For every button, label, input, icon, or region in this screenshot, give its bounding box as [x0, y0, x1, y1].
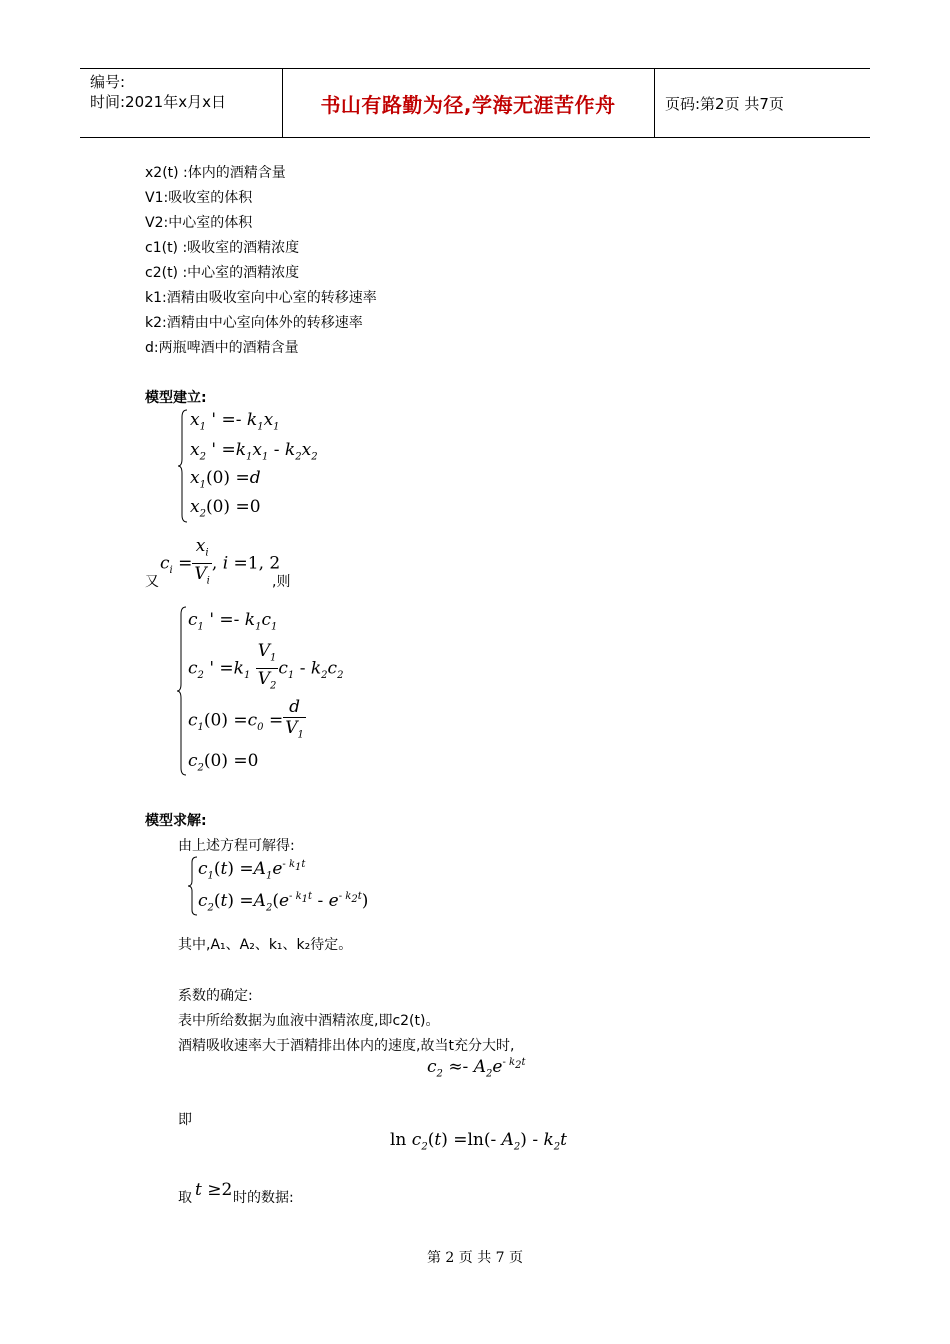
page-footer: 第 2 页 共 7 页	[426, 1250, 524, 1266]
equation-t-condition: t ≥2	[195, 1180, 233, 1200]
equation-c1-derivative: $c_1$ ' =- $k_1c_1$	[188, 610, 278, 633]
text-ji: 即	[178, 1112, 192, 1128]
section-heading-model-build: 模型建立:	[145, 390, 207, 406]
text-solve-intro: 由上述方程可解得:	[178, 838, 295, 854]
equation-c1-initial: $c_1(0) =c_0$ = $\frac{d}{V_1}$	[188, 697, 304, 741]
variable-definition: V2:中心室的体积	[145, 215, 253, 231]
section-heading-model-solve: 模型求解:	[145, 813, 207, 829]
equation-c2-initial: $c_2(0) =0$	[188, 751, 259, 774]
text-pending-coefficients: 其中,A₁、A₂、k₁、k₂待定。	[178, 937, 353, 953]
variable-definition: x2(t) :体内的酒精含量	[145, 165, 286, 181]
equation-x2-derivative: $x_2$ ' $=k_1x_1 - k_2x_2$	[190, 440, 318, 463]
variable-definition: d:两瓶啤酒中的酒精含量	[145, 340, 299, 356]
variable-definition: c1(t) :吸收室的酒精浓度	[145, 240, 300, 256]
variable-definition: V1:吸收室的体积	[145, 190, 253, 206]
equation-c2-approximation: $c_2 \approx- A_2e^{- k_2t}$	[427, 1057, 526, 1080]
variable-definition: c2(t) :中心室的酒精浓度	[145, 265, 300, 281]
header-divider	[654, 69, 655, 137]
equation-x1-initial: $x_1(0) =d$	[190, 468, 261, 491]
text-take-suffix: 时的数据:	[233, 1190, 294, 1206]
equation-concentration-definition: $c_i$ = $\frac{x_i}{V_i}$ , i =1, 2	[160, 536, 281, 587]
page-header	[80, 68, 870, 138]
equation-c2-derivative: $c_2$ ' $=k_1$ $\frac{V_1}{V_2}$ $c_1 - k_2c_2$	[188, 641, 344, 692]
text-coefficient-title: 系数的确定:	[178, 988, 253, 1004]
text-you: 又	[145, 574, 159, 590]
text-take-prefix: 取	[178, 1190, 192, 1206]
text-data-note: 表中所给数据为血液中酒精浓度,即c2(t)。	[178, 1013, 440, 1029]
header-time: 时间:2021年x月x日	[90, 93, 226, 111]
left-brace-icon	[176, 409, 190, 523]
left-brace-icon	[175, 606, 189, 776]
equation-x1-derivative: $x_1$ ' =- $k_1x_1$	[190, 410, 280, 433]
text-rate-note: 酒精吸收速率大于酒精排出体内的速度,故当t充分大时,	[178, 1038, 515, 1054]
header-page-info: 页码:第2页 共7页	[665, 95, 784, 113]
equation-c2-solution: $c_2(t) =A_2(e^{- k_1t} - e^{- k_2t})$	[198, 891, 369, 914]
text-ze: ,则	[272, 574, 291, 590]
header-motto: 书山有路勤为径,学海无涯苦作舟	[320, 93, 616, 117]
variable-definition: k1:酒精由吸收室向中心室的转移速率	[145, 290, 377, 306]
equation-log-linear: $\ln c_2(t) =\ln(-$ $A_2) - k_2t$	[390, 1130, 568, 1153]
header-number: 编号:	[90, 73, 126, 91]
variable-definition: k2:酒精由中心室向体外的转移速率	[145, 315, 363, 331]
equation-c1-solution: $c_1(t) =A_1e^{- k_1t}$	[198, 859, 306, 882]
equation-x2-initial: $x_2(0) =0$	[190, 497, 261, 520]
